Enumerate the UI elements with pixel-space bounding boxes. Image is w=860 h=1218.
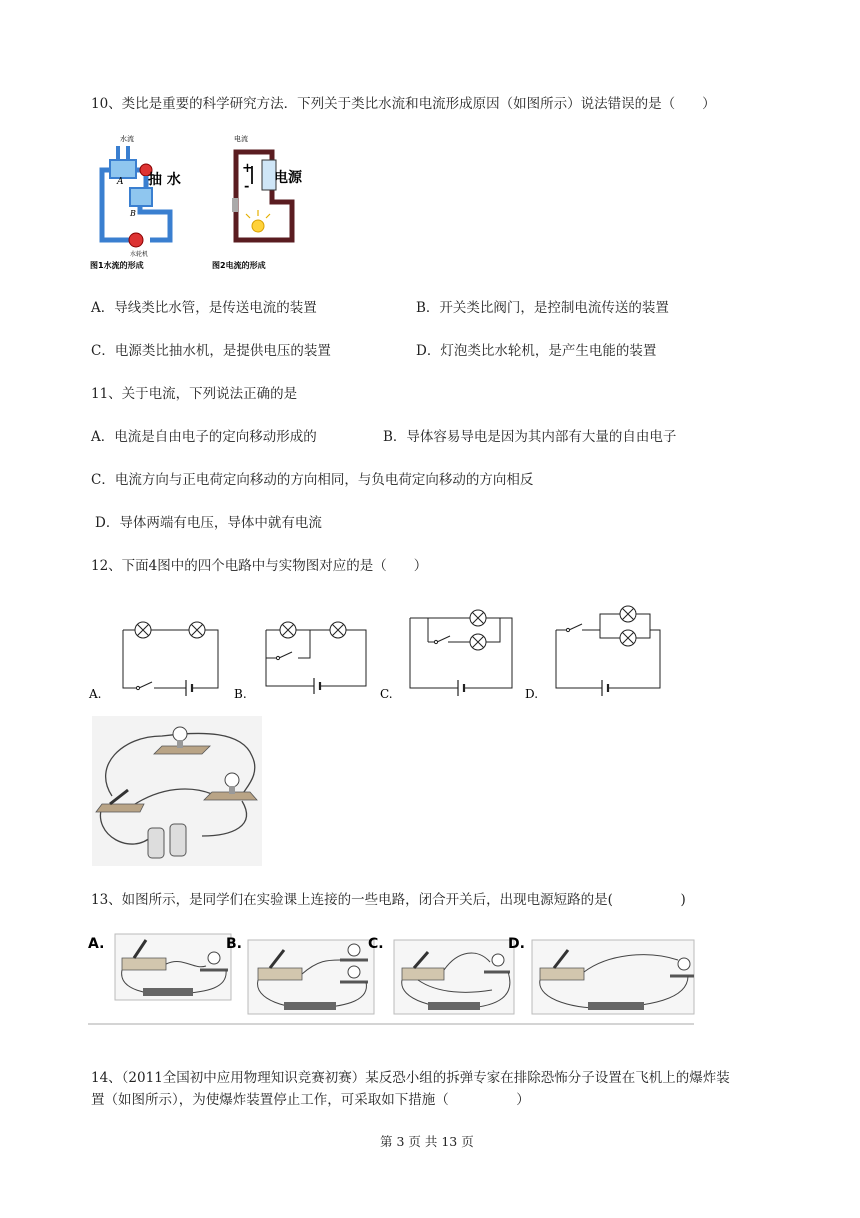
circuit-d: [525, 606, 660, 701]
circuit-c: [380, 610, 512, 701]
plus-sign: +: [242, 161, 253, 176]
q11-option-d: D．导体两端有电压，导体中就有电流: [95, 515, 322, 531]
q10-option-a: A．导线类比水管，是传送电流的装置: [91, 300, 317, 316]
question-11-stem: 11、关于电流，下列说法正确的是: [91, 386, 298, 402]
q13-label-b: B.: [226, 936, 242, 952]
current-flow-caption: 图2电流的形成: [212, 261, 266, 270]
circuit-c-label: C.: [380, 687, 393, 701]
question-10-stem: 10、类比是重要的科学研究方法．下列关于类比水流和电流形成原因（如图所示）说法错误的是（ ）: [91, 96, 716, 112]
q13-label-c: C.: [368, 936, 384, 952]
question-14-stem-line1: 14、（2011全国初中应用物理知识竞赛初赛）某反恐小组的拆弹专家在排除恐怖分子设置在飞机上的爆炸装: [91, 1070, 730, 1086]
q10-option-b: B．开关类比阀门，是控制电流传送的装置: [416, 300, 669, 316]
q13-photo-a: [88, 934, 231, 1000]
water-flow-caption: 图1水流的形成: [90, 261, 144, 270]
question-12-stem: 12、下面4图中的四个电路中与实物图对应的是（ ）: [91, 558, 428, 574]
water-flow-top-label: 水流: [120, 135, 134, 143]
q11-option-b: B．导体容易导电是因为其内部有大量的自由电子: [383, 429, 677, 445]
circuit-a: [88, 622, 218, 701]
minus-sign: -: [244, 179, 250, 194]
circuit-d-label: D.: [525, 687, 539, 701]
q13-label-a: A.: [88, 936, 105, 952]
current-flow-figure: [212, 130, 312, 272]
source-label: 电源: [274, 170, 302, 186]
water-flow-label-b: B: [130, 209, 136, 218]
q11-option-c: C．电流方向与正电荷定向移动的方向相同，与负电荷定向移动的方向相反: [91, 472, 534, 488]
q13-photo-b: [226, 936, 374, 1014]
question-13-stem: 13、如图所示，是同学们在实验课上连接的一些电路，闭合开关后，出现电源短路的是( ): [91, 892, 686, 908]
current-flow-top-label: 电流: [234, 135, 248, 143]
q10-option-d: D．灯泡类比水轮机，是产生电能的装置: [416, 343, 657, 359]
circuit-b: [234, 622, 366, 701]
water-flow-label-a: A: [117, 177, 124, 187]
q11-option-a: A．电流是自由电子的定向移动形成的: [91, 429, 317, 445]
q12-circuit-diagrams: [88, 600, 678, 705]
water-flow-figure: [90, 130, 200, 272]
circuit-a-label: A.: [89, 687, 102, 701]
q13-photos: [88, 930, 698, 1026]
q12-physical-circuit: [92, 716, 262, 866]
q13-label-d: D.: [508, 936, 525, 952]
q10-option-c: C．电源类比抽水机，是提供电压的装置: [91, 343, 331, 359]
page-footer: 第 3 页 共 13 页: [380, 1134, 474, 1149]
q13-photo-c: [368, 936, 514, 1014]
circuit-b-label: B.: [234, 687, 247, 701]
q13-photo-d: [508, 936, 694, 1014]
question-14-stem-line2: 置（如图所示），为使爆炸装置停止工作，可采取如下措施（ ）: [91, 1092, 530, 1108]
turbine-label: 水轮机: [130, 251, 149, 258]
pump-label: 抽 水: [148, 172, 181, 188]
